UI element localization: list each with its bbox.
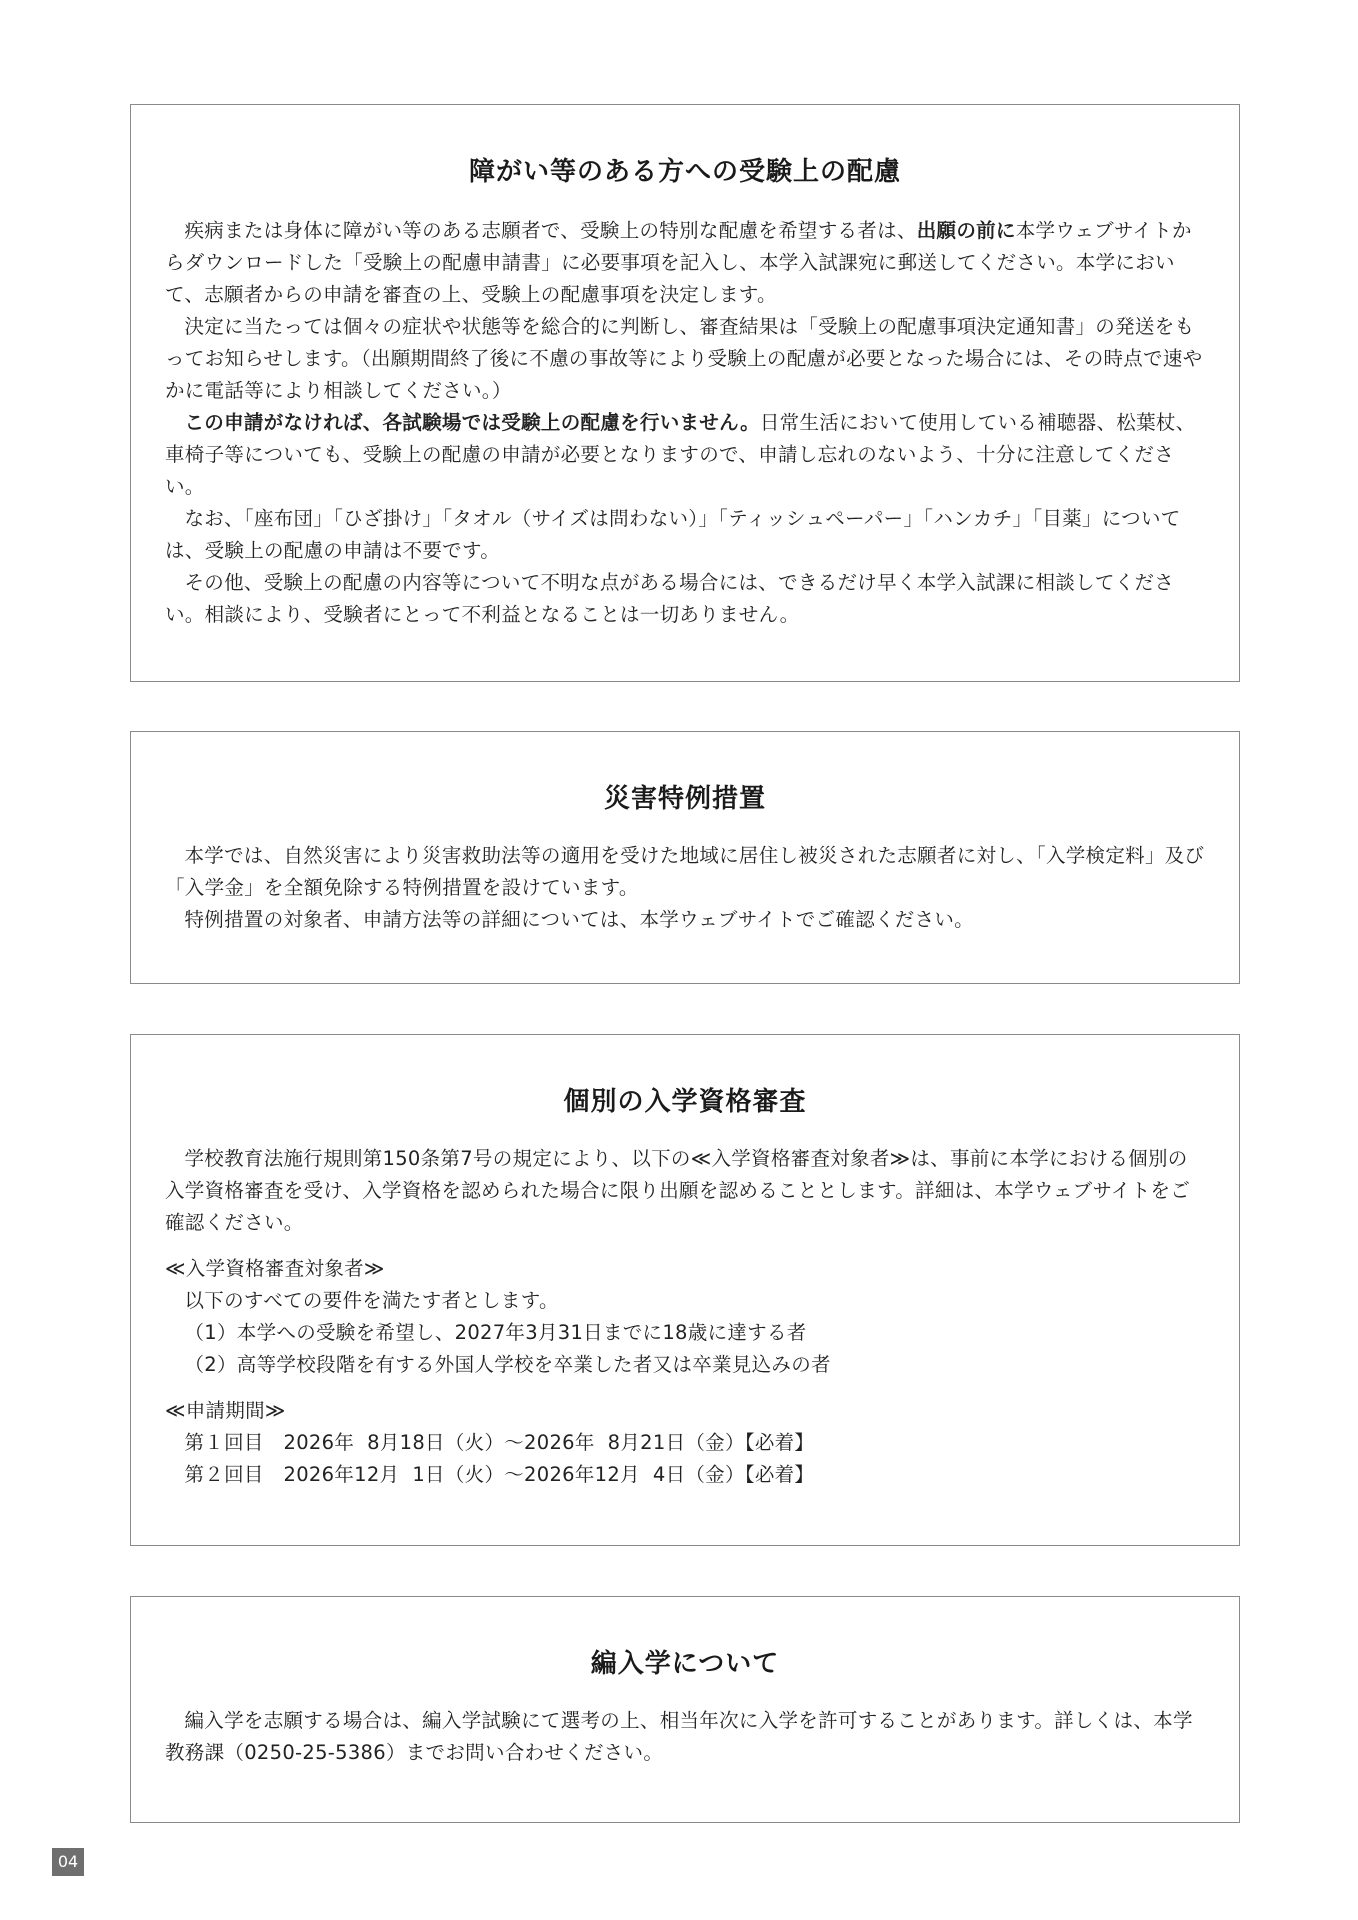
section-body — [165, 215, 1207, 631]
text: 疾病または身体に障がい等のある志願者で、受験上の特別な配慮を希望する者は、 — [184, 219, 917, 242]
section-body — [165, 1705, 1207, 1769]
section-title: 災害特例措置 — [603, 784, 766, 814]
page-number: 04 — [52, 1848, 84, 1876]
period-item: 第１回目 2026年 8月18日（火）～2026年 8月21日（金）【必着】 — [184, 1431, 815, 1454]
text: 本学ウェブサイトからダウンロードした「受験上の配慮申請書」に必要事項を記入し、本学入試課宛に郵送してください。本学において、志願者からの申請を審査の上、受験上の配慮事項を決定します。 — [165, 219, 1192, 306]
accommodation-section — [130, 104, 1240, 682]
section-title: 編入学について — [590, 1649, 780, 1679]
paragraph: 決定に当たっては個々の症状や状態等を総合的に判断し、審査結果は「受験上の配慮事項決定通知書」の発送をもってお知らせします。（出願期間終了後に不慮の事故等により受験上の配慮が必要となった場合には、その時点で速やかに電話等により相談してください。） — [165, 315, 1203, 402]
target-intro: 以下のすべての要件を満たす者とします。 — [184, 1289, 559, 1312]
transfer-admission-section — [130, 1596, 1240, 1823]
period-item: 第２回目 2026年12月 1日（火）～2026年12月 4日（金）【必着】 — [184, 1463, 815, 1486]
section-title: 個別の入学資格審査 — [563, 1087, 807, 1117]
bold-text: 出願の前に — [916, 219, 1016, 242]
requirement-item: （1）本学への受験を希望し、2027年3月31日までに18歳に達する者 — [184, 1321, 807, 1344]
section-title: 障がい等のある方への受験上の配慮 — [468, 157, 901, 187]
period-heading: ≪申請期間≫ — [165, 1399, 286, 1422]
requirement-item: （2）高等学校段階を有する外国人学校を卒業した者又は卒業見込みの者 — [184, 1353, 831, 1376]
disaster-measures-section — [130, 731, 1240, 984]
paragraph: その他、受験上の配慮の内容等について不明な点がある場合には、できるだけ早く本学入試課に相談してください。相談により、受験者にとって不利益となることは一切ありません。 — [165, 571, 1175, 626]
paragraph: 編入学を志願する場合は、編入学試験にて選考の上、相当年次に入学を許可することがあります。詳しくは、本学教務課（0250-25-5386）までお問い合わせください。 — [165, 1709, 1193, 1764]
paragraph: 特例措置の対象者、申請方法等の詳細については、本学ウェブサイトでご確認ください。 — [184, 908, 974, 931]
paragraph: 学校教育法施行規則第150条第7号の規定により、以下の≪入学資格審査対象者≫は、事前に本学における個別の入学資格審査を受け、入学資格を認められた場合に限り出願を認めることとします。詳細は、本学ウェブサイトをご確認ください。 — [165, 1147, 1191, 1234]
bold-text: この申請がなければ、各試験場では受験上の配慮を行いません。 — [184, 411, 760, 434]
paragraph — [165, 215, 1207, 311]
text: 日常生活において使用している補聴器、松葉杖、車椅子等についても、受験上の配慮の申請が必要となりますので、申請し忘れのないよう、十分に注意してください。 — [165, 411, 1196, 498]
paragraph — [165, 407, 1207, 503]
paragraph: 本学では、自然災害により災害救助法等の適用を受けた地域に居住し被災された志願者に対し、「入学検定料」及び「入学金」を全額免除する特例措置を設けています。 — [165, 844, 1205, 899]
admission-eligibility-section — [130, 1034, 1240, 1546]
section-body — [165, 840, 1207, 936]
section-body — [165, 1143, 1207, 1491]
paragraph: なお、「座布団」「ひざ掛け」「タオル（サイズは問わない）」「ティッシュペーパー」「ハンカチ」「目薬」については、受験上の配慮の申請は不要です。 — [165, 507, 1181, 562]
target-heading: ≪入学資格審査対象者≫ — [165, 1257, 385, 1280]
